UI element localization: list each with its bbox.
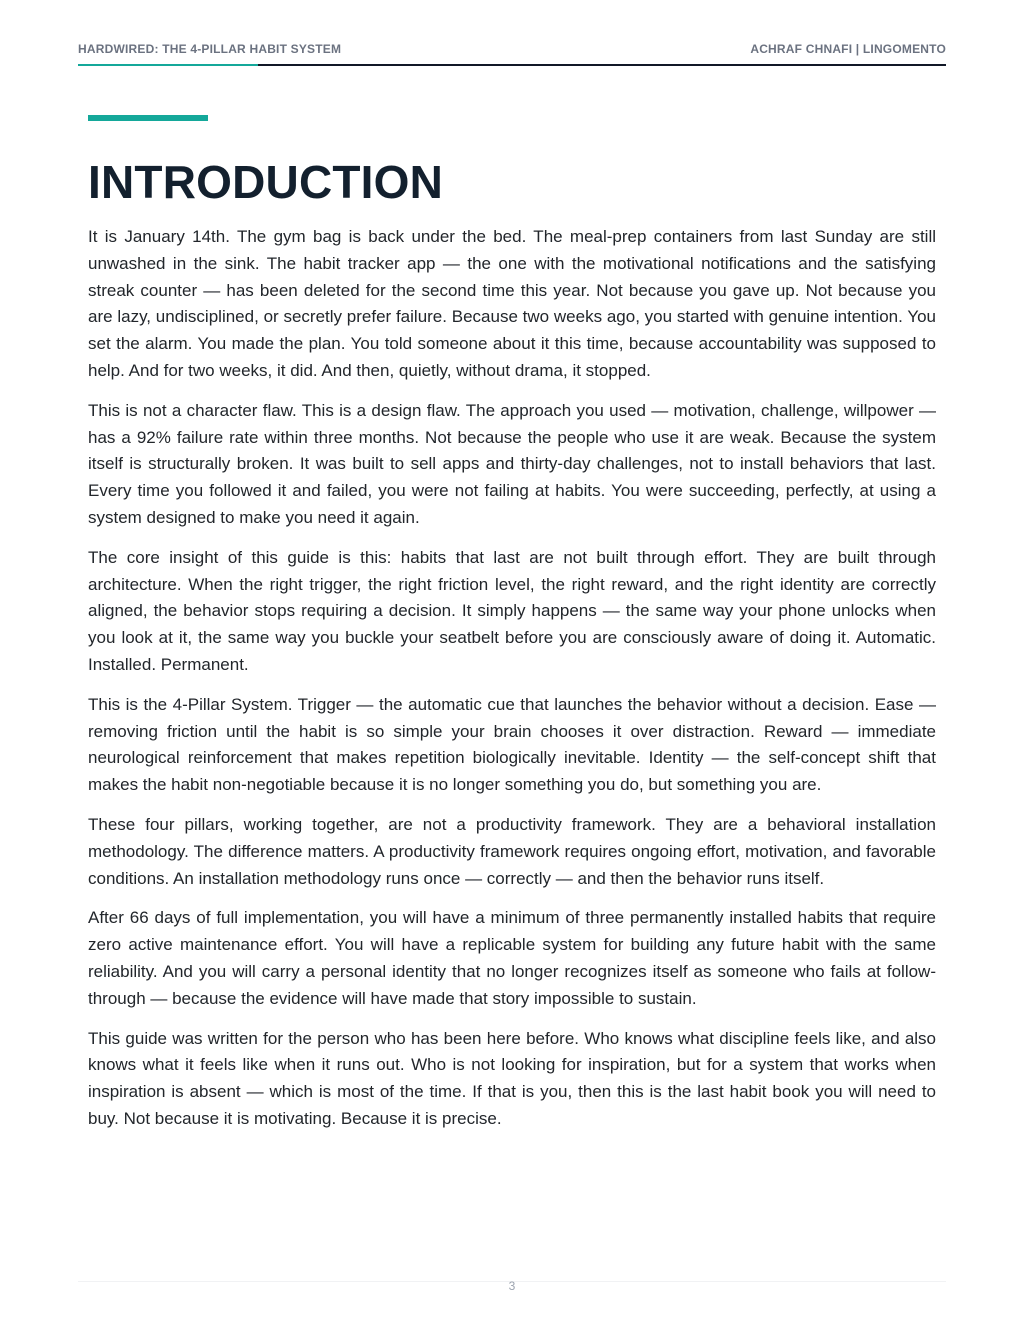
page-number: 3 [508, 1279, 516, 1293]
paragraph: It is January 14th. The gym bag is back under the bed. The meal-prep containers from last Sunday are still unwashed in the sink. The habit tracker app — the one with the motivational notifications and the satisfying streak counter — has been deleted for the second time this year. Not because you gave up. Not because you are lazy, undisciplined, or secretly prefer failure. Because two weeks ago, you started with genuine intention. You set the alarm. You made the plan. You told someone about it this time, because accountability was supposed to help. And for two weeks, it did. And then, quietly, without drama, it stopped. [88, 227, 936, 380]
paragraph: This is not a character flaw. This is a design flaw. The approach you used — motivation, challenge, willpower — has a 92% failure rate within three months. Not because the people who use it are weak. Because the system itself is structurally broken. It was built to sell apps and thirty-day challenges, not to install behaviors that last. Every time you followed it and failed, you were not failing at habits. You were succeeding, perfectly, at using a system designed to make you need it again. [88, 400, 936, 527]
paragraph: This is the 4-Pillar System. Trigger — the automatic cue that launches the behavior without a decision. Ease — removing friction until the habit is so simple your brain chooses it over distraction. Reward — immediate neurological reinforcement that makes repetition biologically inevitable. Identity — the self-concept shift that makes the habit non-negotiable because it is no longer something you do, but something you are. [88, 694, 936, 795]
page-title: INTRODUCTION [88, 156, 444, 208]
title-accent-bar [88, 115, 208, 121]
body-text [88, 224, 936, 1146]
header-divider-accent [78, 64, 258, 66]
paragraph: The core insight of this guide is this: habits that last are not built through effort. They are built through architecture. When the right trigger, the right friction level, the right reward, and the right identity are correctly aligned, the behavior stops requiring a decision. It simply happens — the same way your phone unlocks when you look at it, the same way you buckle your seatbelt before you are consciously aware of doing it. Automatic. Installed. Permanent. [88, 547, 936, 674]
running-header [78, 42, 946, 66]
running-header-book-title: HARDWIRED: THE 4-PILLAR HABIT SYSTEM [78, 42, 342, 56]
paragraph: This guide was written for the person who has been here before. Who knows what discipline feels like, and also knows what it feels like when it runs out. Who is not looking for inspiration, but for a system that works when inspiration is absent — which is most of the time. If that is you, then this is the last habit book you will need to buy. Not because it is motivating. Because it is precise. [88, 1028, 936, 1128]
running-header-author: ACHRAF CHNAFI | LINGOMENTO [750, 42, 946, 56]
paragraph: These four pillars, working together, are not a productivity framework. They are a behavioral installation methodology. The difference matters. A productivity framework requires ongoing effort, motivation, and favorable conditions. An installation methodology runs once — correctly — and then the behavior runs itself. [88, 814, 936, 888]
paragraph: After 66 days of full implementation, you will have a minimum of three permanently installed habits that require zero active maintenance effort. You will have a replicable system for building any future habit with the same reliability. And you will carry a personal identity that no longer recognizes itself as someone who fails at follow-through — because the evidence will have made that story impossible to sustain. [88, 908, 936, 1008]
